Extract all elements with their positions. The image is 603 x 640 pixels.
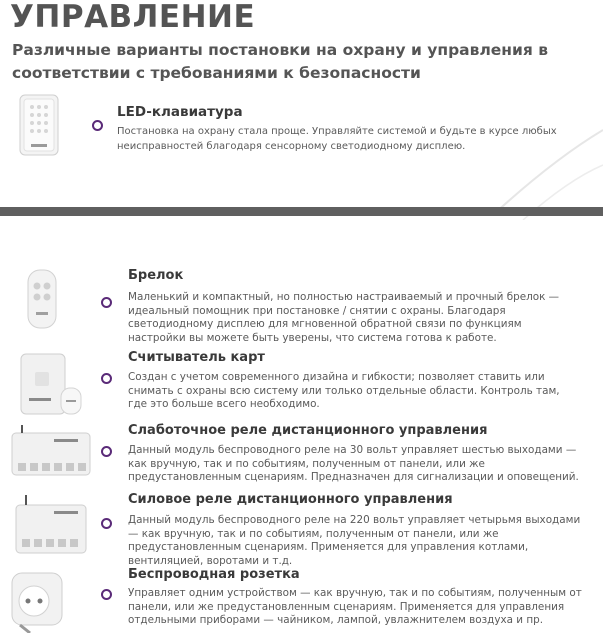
item-title: Беспроводная розетка <box>128 567 300 582</box>
page-title: УПРАВЛЕНИЕ <box>10 0 256 35</box>
list-item <box>0 265 603 344</box>
item-title: Брелок <box>128 268 184 283</box>
item-title: LED-клавиатура <box>117 104 243 120</box>
led-keypad-image <box>18 94 60 156</box>
bullet-icon <box>101 297 112 308</box>
item-title: Считыватель карт <box>128 350 265 365</box>
list-item <box>0 492 603 567</box>
key-fob-image <box>26 268 58 330</box>
list-item <box>0 420 603 492</box>
item-description: Управляет одним устройством — как вручную, так и по событиям, полученным от панели, или же предустановленным сценариям. Применяется для управления отдельными приборами — чайником, лампой, увлажнителем воздуха и пр. <box>128 587 582 627</box>
item-description: Данный модуль беспроводного реле на 220 вольт управляет четырьмя выходами — как вручную, так и по событиям, полученным от панели, или же предустановленным сценариям. Применяется для управления котлами, вентиляцией, воротами и т.д. <box>128 514 581 567</box>
bullet-icon <box>101 518 112 529</box>
power-relay-image <box>12 495 92 557</box>
item-description: Постановка на охрану стала проще. Управляйте системой и будьте в курсе любых неисправностей благодаря сенсорному светодиодному дисплею. <box>117 126 557 152</box>
led-keypad-item <box>0 94 603 164</box>
item-description: Данный модуль беспроводного реле на 30 вольт управляет шестью выходами — как вручную, так и по событиям, полученным от панели, или же предустановленным сценариям. Предназначен для сигнализации и оповещений. <box>128 444 579 484</box>
wireless-socket-image <box>6 569 72 633</box>
item-description: Создан с учетом современного дизайна и гибкости; позволяет ставить или снимать с охраны всю систему или только отдельные области. Контроль там, где это больше всего необходимо. <box>128 371 560 411</box>
bullet-icon <box>101 373 112 384</box>
bullet-icon <box>101 446 112 457</box>
low-current-relay-image <box>8 425 94 481</box>
item-description: Маленький и компактный, но полностью настраиваемый и прочный брелок — идеальный помощник при постановке / снятии с охраны. Благодаря светодиодному дисплею для мгновенной обратной связи по функциям настройки вы можете быть уверены, что система готова к работе. <box>128 291 560 344</box>
section-divider <box>0 207 603 216</box>
item-title: Силовое реле дистанционного управления <box>128 492 453 507</box>
bullet-icon <box>92 120 103 131</box>
item-title: Слаботочное реле дистанционного управления <box>128 423 488 438</box>
list-item <box>0 345 603 420</box>
card-reader-image <box>17 350 83 420</box>
list-item <box>0 567 603 640</box>
bullet-icon <box>101 589 112 600</box>
page-subtitle: Различные варианты постановки на охрану и управления в соответствии с требованиями к безопасности <box>12 41 549 82</box>
